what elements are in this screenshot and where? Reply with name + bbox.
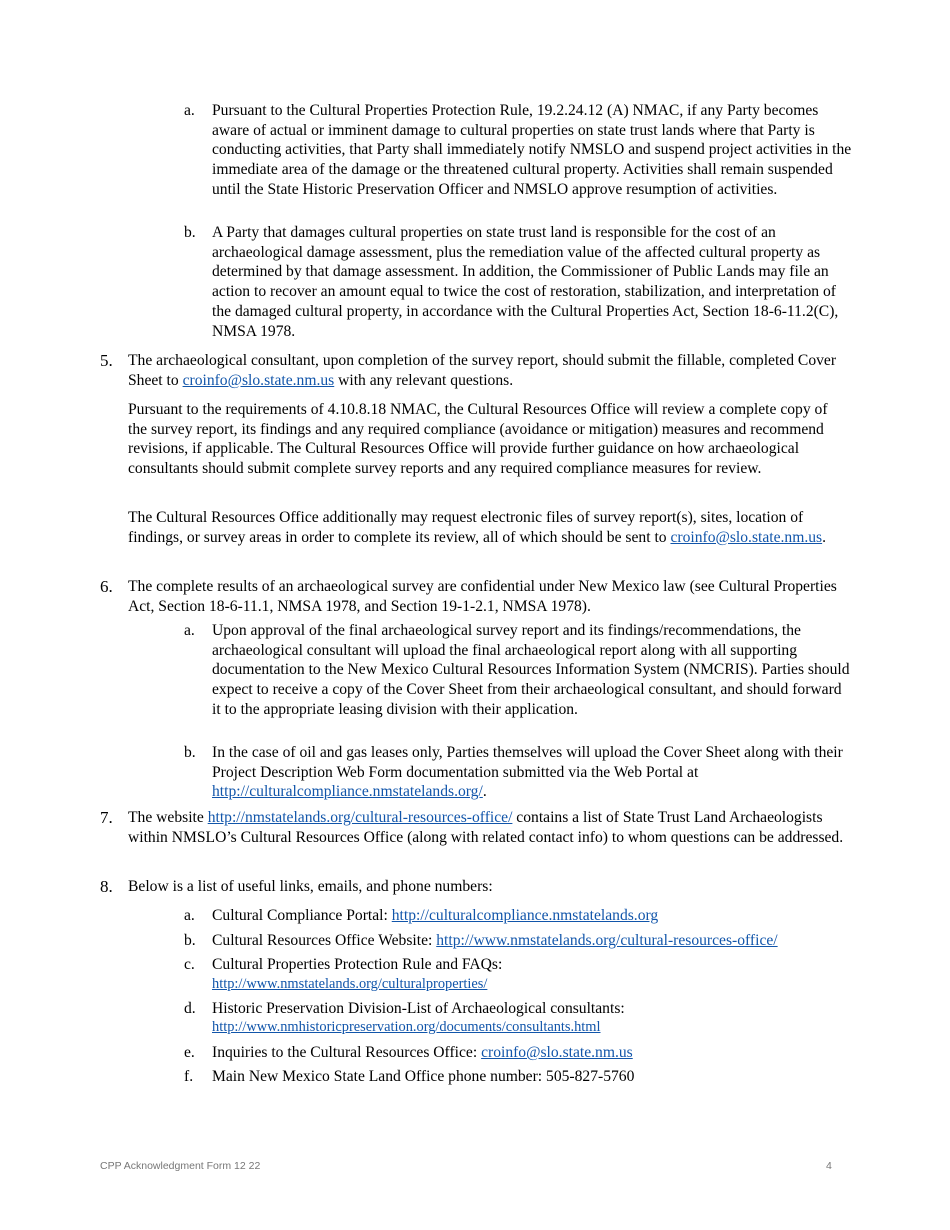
list-item: Inquiries to the Cultural Resources Office: croinfo@slo.state.nm.us (212, 1044, 633, 1061)
list-label-f: f. (184, 1068, 194, 1085)
paragraph-item-8: Below is a list of useful links, emails, and phone numbers: (128, 878, 493, 895)
portal-link[interactable]: http://culturalcompliance.nmstatelands.org (391, 907, 659, 924)
list-label-b: b. (184, 932, 196, 949)
paragraph-item-6: The complete results of an archaeological survey are confidential under New Mexico law (see Cultural Properties Act, Section 18-6-11.1, NMSA 1978, and Section 19-1-2.1, NMSA 1978). (128, 578, 837, 615)
list-item: Cultural Resources Office Website: http://www.nmstatelands.org/cultural-resources-office/ (212, 932, 778, 949)
website-link[interactable]: http://www.nmstatelands.org/cultural-resources-office/ (436, 932, 778, 949)
paragraph-item-7: The website http://nmstatelands.org/cultural-resources-office/ contains a list of State Trust Land Archaeologists within NMSLO’s Cultural Resources Office (along with related contact info) to whom questions can be addressed. (128, 809, 844, 846)
list-label-d: d. (184, 1000, 196, 1017)
phone-number: 505-827-5760 (546, 1068, 635, 1085)
consultants-link[interactable]: http://www.nmhistoricpreservation.org/documents/consultants.html (212, 1019, 601, 1035)
paragraph-upload-nmcris: Upon approval of the final archaeological survey report and its findings/recommendations, the archaeological consultant will upload the final archaeological report along with all supporting documentation to the New Mexico Cultural Resources Information System (NMCRIS). Parties should expect to receive a copy of the Cover Sheet from their archaeological consultant, and should forward it to the appropriate leasing division with their application. (212, 622, 850, 718)
list-label-b: b. (184, 224, 196, 241)
list-label-c: c. (184, 956, 195, 973)
list-item: Main New Mexico State Land Office phone number: 505-827-5760 (212, 1068, 635, 1085)
paragraph-item-5: The archaeological consultant, upon completion of the survey report, should submit the fillable, completed Cover Sheet to croinfo@slo.state.nm.us with any relevant questions. (128, 352, 837, 389)
paragraph-electronic-files: The Cultural Resources Office additionally may request electronic files of survey report(s), sites, location of findings, or survey areas in order to complete its review, all of which should be sent to croinfo@slo.state.nm.us. (128, 509, 827, 546)
page-number: 4 (826, 1160, 832, 1172)
list-number-6: 6. (100, 577, 113, 596)
footer-form-name: CPP Acknowledgment Form 12 22 (100, 1160, 261, 1172)
list-label-e: e. (184, 1044, 195, 1061)
paragraph-review: Pursuant to the requirements of 4.10.8.18 NMAC, the Cultural Resources Office will review a complete copy of the survey report, its findings and any required compliance (avoidance or mitigation) measures and recommend revisions, if applicable. The Cultural Resources Office will provide further guidance on how archaeological consultants should submit complete survey reports and any required compliance measures for review. (128, 401, 828, 478)
rule-faq-link[interactable]: http://www.nmstatelands.org/culturalproperties/ (212, 976, 488, 992)
list-item: Cultural Compliance Portal: http://culturalcompliance.nmstatelands.org (212, 907, 659, 924)
email-link[interactable]: croinfo@slo.state.nm.us (182, 371, 335, 389)
paragraph-damage-cost: A Party that damages cultural properties on state trust land is responsible for the cost of an archaeological damage assessment, plus the remediation value of the affected cultural property as determined by that damage assessment. In addition, the Commissioner of Public Lands may file an action to recover an amount equal to twice the cost of restoration, stabilization, and interpretation of the damaged cultural property, in accordance with the Cultural Properties Act, Section 18-6-11.2(C), NMSA 1978. (212, 224, 839, 340)
list-item: Cultural Properties Protection Rule and FAQs: (212, 956, 503, 973)
email-link[interactable]: croinfo@slo.state.nm.us (670, 528, 823, 546)
list-label-a: a. (184, 622, 195, 639)
paragraph-damage-notification: Pursuant to the Cultural Properties Protection Rule, 19.2.24.12 (A) NMAC, if any Party becomes aware of actual or imminent damage to cultural properties on state trust lands where that Party is conducting activities, that Party shall immediately notify NMSLO and suspend project activities in the immediate area of the damage or the threatened cultural property. Activities shall remain suspended until the State Historic Preservation Officer and NMSLO approve resumption of activities. (212, 102, 852, 198)
email-link[interactable]: croinfo@slo.state.nm.us (481, 1044, 633, 1061)
list-number-5: 5. (100, 351, 113, 370)
list-number-7: 7. (100, 808, 113, 827)
list-label-a: a. (184, 102, 195, 119)
list-number-8: 8. (100, 877, 113, 896)
list-item: Historic Preservation Division-List of Archaeological consultants: (212, 1000, 625, 1017)
list-label-a: a. (184, 907, 195, 924)
paragraph-oil-gas: In the case of oil and gas leases only, Parties themselves will upload the Cover Sheet along with their Project Description Web Form documentation submitted via the Web Portal at http://culturalcompliance.nmstatelands.org/. (212, 744, 843, 801)
list-label-b: b. (184, 744, 196, 761)
portal-link[interactable]: http://culturalcompliance.nmstatelands.org/ (212, 783, 483, 801)
website-link[interactable]: http://nmstatelands.org/cultural-resources-office/ (207, 809, 513, 826)
